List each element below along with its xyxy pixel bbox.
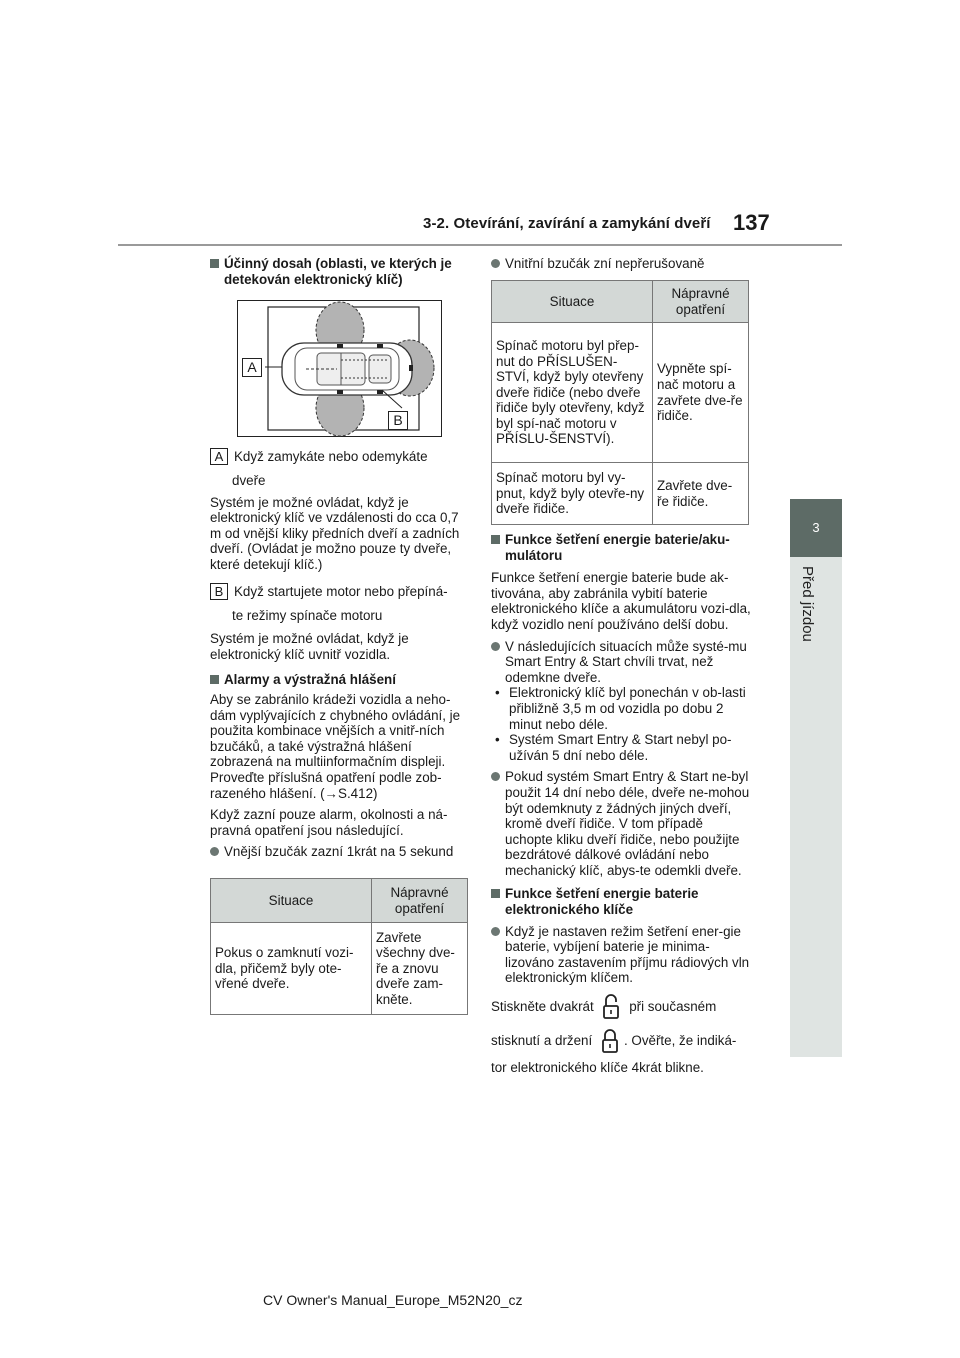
instruction-text: Stiskněte dvakrát bbox=[491, 999, 594, 1015]
instruction-line-2 bbox=[491, 1026, 753, 1056]
alarms-paragraph-2: Když zazní pouze alarm, okolnosti a ná-pravná opatření jsou následující. bbox=[210, 807, 448, 838]
heading-battery-saving bbox=[491, 532, 753, 563]
square-bullet-icon bbox=[491, 535, 500, 544]
instruction-text: . Ověřte, že indiká- bbox=[623, 1033, 737, 1049]
section-title: 3-2. Otevírání, zavírání a zamykání dveří bbox=[423, 215, 711, 232]
bullet-key-saving bbox=[491, 924, 753, 986]
sub-bullet-text: Systém Smart Entry & Start nebyl po-užíván 5 dní nebo déle. bbox=[509, 732, 732, 763]
footer-text: CV Owner's Manual_Europe_M52N20_cz bbox=[263, 1292, 523, 1308]
table-cell: Spínač motoru byl přep-nut do PŘÍSLUŠEN-STVÍ, když byly otevřeny dveře řidiče (nebo dveře řidiče byly otevřeny, když byl spí-nač motoru v PŘÍSLU-ŠENSTVÍ). bbox=[492, 323, 653, 463]
label-a: A bbox=[210, 448, 228, 465]
instruction-line-1 bbox=[491, 992, 753, 1022]
bullet-external-buzzer bbox=[210, 844, 468, 860]
header-rule bbox=[118, 244, 842, 246]
right-column-body bbox=[491, 532, 753, 1082]
bullet-text: V následujících situacích může systé-mu Smart Entry & Start chvíli trvat, než odemkne dveře. bbox=[505, 638, 747, 685]
alarms-paragraph-1: Aby se zabránilo krádeži vozidla a neho-dám vyplývajících z chybného ovládání, je použita kombinace vnějších a vnitř-ních bzučáků, a také výstražná hlášení zobrazená na multiinformačním displeji. Proveďte příslušná opatření podle zob-razeného hlášení. (→S.412) bbox=[210, 691, 461, 801]
sub-bullet: • Elektronický klíč byl ponechán v ob-lasti přibližně 3,5 m od vozidla po dobu 2 minut nebo déle. bbox=[491, 685, 753, 732]
sub-bullet: • Systém Smart Entry & Start nebyl po-užíván 5 dní nebo déle. bbox=[491, 732, 753, 763]
table-row bbox=[492, 463, 749, 525]
label-a-text-cont: dveře bbox=[232, 473, 266, 488]
right-column bbox=[491, 256, 749, 278]
round-bullet-icon bbox=[210, 847, 219, 856]
table-header-situation: Situace bbox=[211, 879, 372, 923]
instruction-text: stisknutí a držení bbox=[491, 1033, 593, 1049]
chapter-label-text: Před jízdou bbox=[799, 566, 816, 642]
chapter-label bbox=[796, 566, 836, 686]
table-header-situation: Situace bbox=[492, 281, 653, 323]
table-internal-buzzer bbox=[491, 280, 749, 525]
table-row bbox=[211, 923, 468, 1015]
unlock-icon bbox=[601, 993, 621, 1021]
round-bullet-icon bbox=[491, 927, 500, 936]
table-cell: Vypněte spí-nač motoru a zavřete dve-ře řidiče. bbox=[653, 323, 749, 463]
left-column bbox=[210, 256, 468, 287]
heading-text: Funkce šetření energie baterie/aku-mulátoru bbox=[505, 532, 730, 563]
bullet-text: Vnitřní bzučák zní nepřerušovaně bbox=[505, 256, 705, 271]
square-bullet-icon bbox=[491, 889, 500, 898]
bullet-delay bbox=[491, 639, 753, 686]
instruction-text: při současném bbox=[629, 999, 717, 1015]
square-bullet-icon bbox=[210, 259, 219, 268]
car-range-diagram bbox=[237, 300, 442, 437]
table-cell: Zavřete dve-ře řidiče. bbox=[653, 463, 749, 525]
bullet-text: Když je nastaven režim šetření ener-gie baterie, vybíjení baterie je minima-lizováno zastavením příjmu rádiových vln elektronickým klíčem. bbox=[505, 923, 750, 986]
heading-alarms bbox=[210, 672, 468, 688]
heading-effective-range bbox=[210, 256, 468, 287]
heading-text: Alarmy a výstražná hlášení bbox=[224, 672, 396, 688]
bullet-text: Pokud systém Smart Entry & Start ne-byl použit 14 dní nebo déle, dveře ne-mohou být odemknuty z žádných jiných dveří, kromě dveří řidiče. V tom případě uchopte kliku dveří řidiče, nebo použijte bezdrátové dálkové ovládání nebo mechanický klíč, abys-te odemkli dveře. bbox=[505, 769, 750, 878]
range-diagram bbox=[237, 300, 442, 437]
label-b: B bbox=[210, 583, 228, 600]
label-b-badge: B bbox=[388, 411, 408, 430]
table-row bbox=[492, 323, 749, 463]
left-column-body bbox=[210, 448, 468, 866]
bullet-text: Vnější bzučák zazní 1krát na 5 sekund bbox=[224, 844, 454, 860]
bullet-14-days bbox=[491, 769, 753, 878]
heading-text: Účinný dosah (oblasti, ve kterých je detekován elektronický klíč) bbox=[224, 256, 452, 287]
table-header-row bbox=[211, 879, 468, 923]
round-bullet-icon bbox=[491, 772, 500, 781]
table-header-action: Nápravné opatření bbox=[372, 879, 468, 923]
sub-bullet-text: Elektronický klíč byl ponechán v ob-lasti přibližně 3,5 m od vozidla po dobu 2 minut nebo déle. bbox=[509, 685, 746, 732]
square-bullet-icon bbox=[210, 675, 219, 684]
round-bullet-icon bbox=[491, 642, 500, 651]
label-a-description: Systém je možné ovládat, když je elektronický klíč ve vzdálenosti do cca 0,7 m od vnější kliky předních dveří a zadních dveří. (Ovládat je možno pouze ty dveře, které detekují klíč.) bbox=[210, 494, 460, 572]
lock-icon bbox=[600, 1027, 620, 1055]
table-external-buzzer bbox=[210, 878, 468, 1015]
label-a-text: Když zamykáte nebo odemykáte bbox=[234, 449, 428, 464]
table-header-action: Nápravné opatření bbox=[653, 281, 749, 323]
heading-key-battery-saving bbox=[491, 886, 753, 917]
label-b-text-cont: te režimy spínače motoru bbox=[232, 607, 383, 623]
chapter-tab: 3 bbox=[790, 499, 842, 557]
round-bullet-icon bbox=[491, 259, 500, 268]
page-number: 137 bbox=[733, 210, 770, 235]
label-b-description: Systém je možné ovládat, když je elektronický klíč uvnitř vozidla. bbox=[210, 631, 409, 662]
table-cell: Pokus o zamknutí vozi-dla, přičemž byly ote-vřené dveře. bbox=[211, 923, 372, 1015]
bullet-internal-buzzer bbox=[491, 256, 749, 272]
label-b-text: Když startujete motor nebo přepíná- bbox=[234, 583, 448, 599]
table-header-row bbox=[492, 281, 749, 323]
table-cell: Zavřete všechny dve-ře a znovu dveře zam-kněte. bbox=[372, 923, 468, 1015]
heading-text: Funkce šetření energie baterie elektronického klíče bbox=[505, 886, 699, 918]
table-cell: Spínač motoru byl vy-pnut, když byly otevře-ny dveře řidiče. bbox=[492, 463, 653, 525]
battery-saving-paragraph: Funkce šetření energie baterie bude ak-tivována, aby zabránila vybití baterie elektronického klíče a akumulátoru vozi-dla, když vozidlo není používáno delší dobu. bbox=[491, 570, 751, 632]
instruction-line-3: tor elektronického klíče 4krát blikne. bbox=[491, 1060, 704, 1076]
label-a-badge: A bbox=[242, 358, 262, 377]
